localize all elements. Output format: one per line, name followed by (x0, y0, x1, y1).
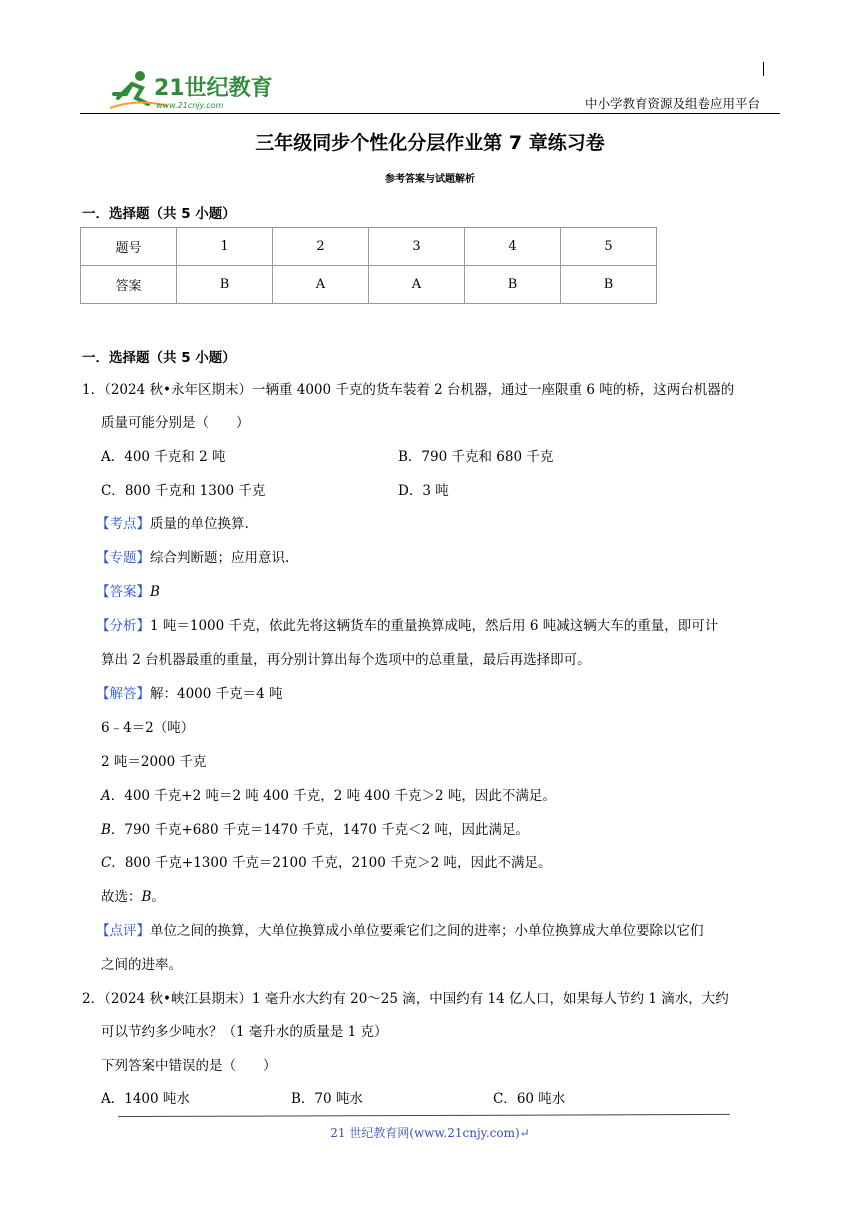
q1-jieda-b (101, 820, 529, 840)
fenxi-text: 1 吨＝1000 千克，依此先将这辆货车的重量换算成吨，然后用 6 吨减这辆大车的重量，即可计 (150, 618, 719, 634)
footer-site-text: 21 世纪教育网(www.21cnjy.com)↵ (330, 1126, 530, 1140)
zhuanti-text: 综合判断题；应用意识. (150, 550, 290, 566)
table-cell: B (465, 266, 561, 304)
dianping-text: 单位之间的换算，大单位换算成小单位要乘它们之间的进率；小单位换算成大单位要除以它们 (150, 923, 704, 939)
table-cell: 1 (177, 228, 273, 266)
jieda-c-text: ．800 千克+1300 千克＝2100 千克，2100 千克＞2 吨，因此不满足。 (111, 855, 552, 871)
table-cell: 5 (561, 228, 657, 266)
table-cell: 题号 (81, 228, 177, 266)
table-cell: 4 (465, 228, 561, 266)
daan-tag: 【答案】 (96, 584, 150, 600)
q2-stem-line3: 下列答案中错误的是（ ） (101, 1058, 277, 1074)
q1-stem-line2: 质量可能分别是（ ） (101, 415, 250, 431)
jieda-a-letter: A (101, 788, 111, 804)
q1-daan (96, 582, 160, 602)
q2-option-b: B．70 吨水 (291, 1091, 363, 1107)
jieda-tag: 【解答】 (96, 686, 150, 702)
q2-stem-line1: 2．（2024 秋•峡江县期末）1 毫升水大约有 20～25 滴，中国约有 14 亿人口，如果每人节约 1 滴水，大约 (82, 991, 729, 1007)
logo-url: www.21cnjy.com (156, 101, 224, 110)
table-cell: 2 (273, 228, 369, 266)
q1-zhuanti (96, 548, 289, 568)
table-cell: A (273, 266, 369, 304)
q1-jieda-c (101, 853, 552, 873)
guxuan-pre: 故选： (101, 889, 142, 905)
page-title: 三年级同步个性化分层作业第 7 章练习卷 (255, 132, 605, 154)
q1-fenxi-line1 (96, 616, 718, 636)
answer-table (80, 227, 657, 304)
q1-jieda-line3: 2 吨＝2000 千克 (101, 754, 207, 770)
q1-option-b: B．790 千克和 680 千克 (398, 449, 554, 465)
kaodian-tag: 【考点】 (96, 516, 150, 532)
jieda-text: 解：4000 千克＝4 吨 (150, 686, 283, 702)
q1-jieda-a (101, 786, 556, 806)
q1-jieda-line2: 6﹣4＝2（吨） (101, 720, 195, 736)
q2-option-a: A．1400 吨水 (101, 1091, 190, 1107)
header-platform-text: 中小学教育资源及组卷应用平台 (585, 96, 761, 111)
q1-fenxi-line2: 算出 2 台机器最重的重量，再分别计算出每个选项中的总重量，最后再选择即可。 (101, 652, 591, 668)
section-heading-1: 一．选择题（共 5 小题） (82, 206, 236, 222)
kaodian-text: 质量的单位换算. (150, 516, 249, 532)
jieda-a-text: ．400 千克+2 吨＝2 吨 400 千克，2 吨 400 千克＞2 吨，因此不满足。 (110, 788, 556, 804)
table-cell: B (177, 266, 273, 304)
q1-option-a: A．400 千克和 2 吨 (101, 449, 226, 465)
footer-divider (118, 1114, 730, 1117)
table-cell: A (369, 266, 465, 304)
jieda-c-letter: C (101, 855, 112, 871)
q1-stem-line1: 1．（2024 秋•永年区期末）一辆重 4000 千克的货车装着 2 台机器，通过一座限重 6 吨的桥，这两台机器的 (82, 382, 735, 398)
table-cell: B (561, 266, 657, 304)
site-logo (108, 68, 278, 112)
table-row-header (81, 228, 657, 266)
guxuan-letter: B (141, 889, 152, 905)
header-divider (80, 113, 780, 114)
jieda-b-text: ．790 千克+680 千克＝1470 千克，1470 千克＜2 吨，因此满足。 (110, 822, 530, 838)
table-cell: 3 (369, 228, 465, 266)
header-marker (763, 62, 764, 76)
q1-kaodian (96, 514, 249, 534)
zhuanti-tag: 【专题】 (96, 550, 150, 566)
dianping-tag: 【点评】 (96, 923, 150, 939)
q1-option-d: D．3 吨 (398, 483, 449, 499)
page-subtitle: 参考答案与试题解析 (385, 174, 475, 185)
q1-jieda-line1 (96, 684, 283, 704)
q1-dianping-line2: 之间的进率。 (101, 957, 182, 973)
q1-guxuan (101, 887, 165, 907)
logo-name: 21世纪教育 (154, 76, 273, 101)
table-cell: 答案 (81, 266, 177, 304)
q2-option-c: C．60 吨水 (493, 1091, 566, 1107)
q1-dianping-line1 (96, 921, 704, 941)
guxuan-post: 。 (151, 889, 165, 905)
table-row-answers (81, 266, 657, 304)
q2-stem-line2: 可以节约多少吨水？（1 毫升水的质量是 1 克） (101, 1024, 388, 1040)
daan-text: B (150, 584, 160, 600)
fenxi-tag: 【分析】 (96, 618, 150, 634)
q1-option-c: C．800 千克和 1300 千克 (101, 483, 266, 499)
section-heading-2: 一．选择题（共 5 小题） (82, 350, 236, 366)
jieda-b-letter: B (101, 822, 111, 838)
